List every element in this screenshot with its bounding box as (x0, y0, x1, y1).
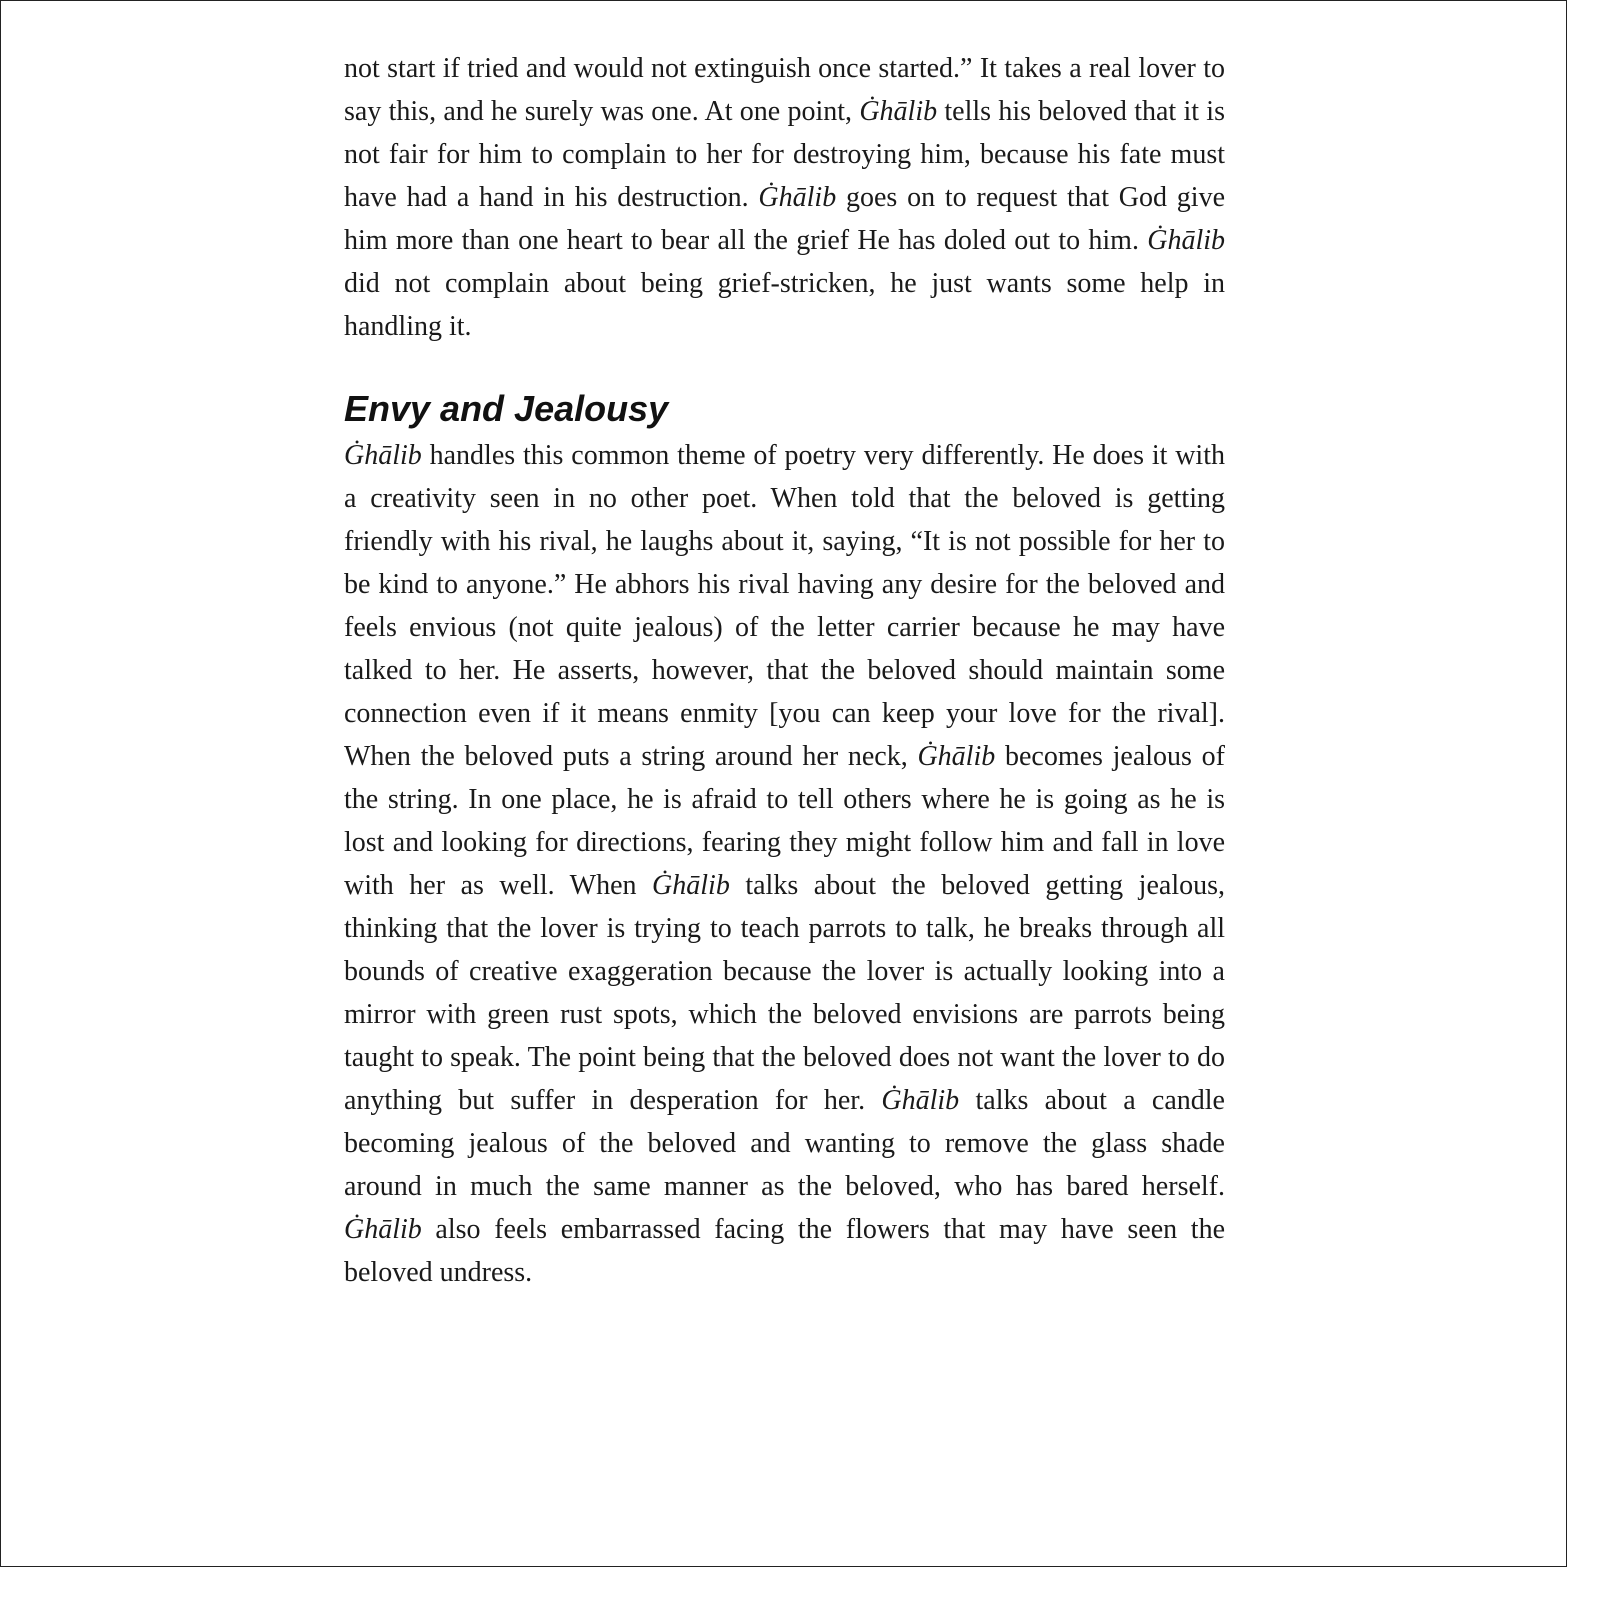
paragraph-text: did not complain about being grief-stricken, he just wants some help in handling it. (344, 268, 1225, 342)
paragraph-text: tells his beloved that it is not fair for him to complain to her for destroying him, because his fate must have had a hand in his destruction. (344, 96, 1225, 213)
poet-name: Ġhālib (344, 1214, 422, 1245)
poet-name: Ġhālib (917, 741, 996, 772)
paragraph-text: goes on to request that God give him more than one heart to bear all the grief He has doled out to him. (344, 182, 1225, 256)
paragraph-text: talks about a candle becoming jealous of the beloved and wanting to remove the glass shade around in much the same manner as the beloved, who has bared herself. (344, 1085, 1225, 1202)
poet-name: Ġhālib (859, 96, 938, 127)
section-heading: Envy and Jealousy (344, 388, 669, 429)
paragraph-text: not start if tried and would not extinguish once started.” It takes a real lover to say this, and he surely was one. At one point, (344, 53, 1225, 127)
paragraph-text: handles this common theme of poetry very differently. He does it with a creativity seen in no other poet. When told that the beloved is getting friendly with his rival, he laughs about it, saying, “It is not possible for her to be kind to anyone.” He abhors his rival having any desire for the beloved and feels envious (not quite jealous) of the letter carrier because he may have talked to her. He asserts, however, that the beloved should maintain some connection even if it means enmity [you can keep your love for the rival]. When the beloved puts a string around her neck, (344, 440, 1225, 772)
poet-name: Ġhālib (344, 440, 422, 471)
poet-name: Ġhālib (1147, 225, 1225, 256)
paragraph-text: talks about the beloved getting jealous, thinking that the lover is trying to teach parrots to talk, he breaks through all bounds of creative exaggeration because the lover is actually looking into a mirror with green rust spots, which the beloved envisions are parrots being taught to speak. The point being that the beloved does not want the lover to do anything but suffer in desperation for her. (344, 870, 1225, 1116)
text-column (344, 47, 1225, 1294)
poet-name: Ġhālib (881, 1085, 960, 1116)
paragraph-text: becomes jealous of the string. In one place, he is afraid to tell others where he is going as he is lost and looking for directions, fearing they might follow him and fall in love with her as well. When (344, 741, 1225, 901)
paragraph-intro (344, 47, 1225, 348)
poet-name: Ġhālib (758, 182, 837, 213)
paragraph-text: also feels embarrassed facing the flowers that may have seen the beloved undress. (344, 1214, 1225, 1288)
paragraph-envy-jealousy (344, 434, 1225, 1294)
poet-name: Ġhālib (652, 870, 730, 901)
